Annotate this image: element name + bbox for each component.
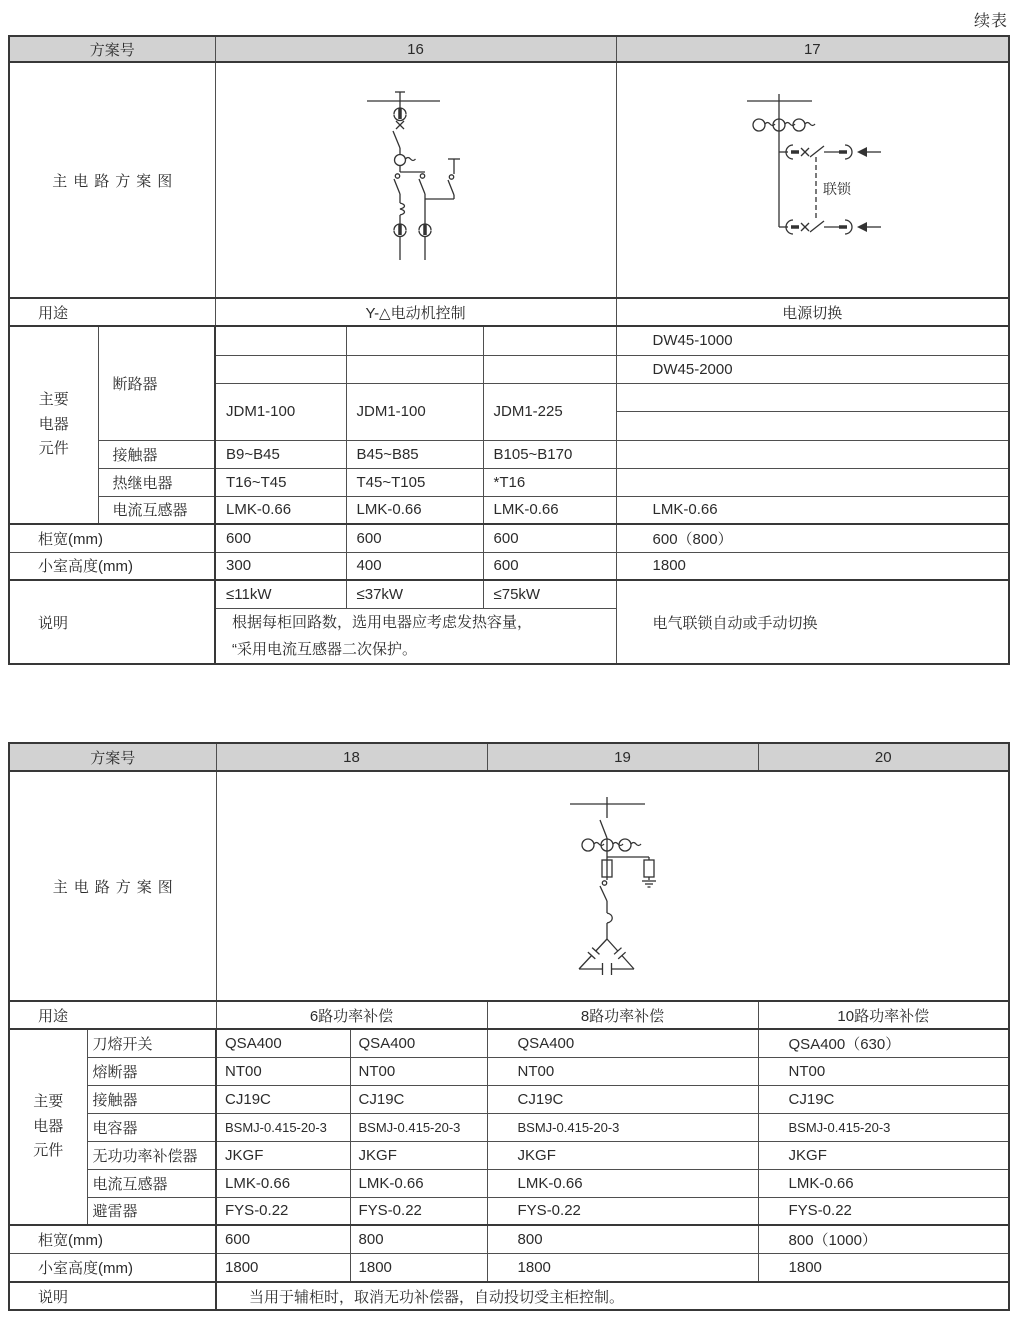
- t1-kw-16b: ≤37kW: [346, 580, 483, 608]
- component-value-cell: QSA400（630）: [758, 1029, 1009, 1057]
- t2-usage-row: [9, 1001, 1009, 1029]
- t1-ct-16b: LMK-0.66: [346, 496, 483, 524]
- t2-height-label: 小室高度(mm): [9, 1253, 216, 1282]
- t1-width-16b: 600: [346, 524, 483, 552]
- t1-width-16a: 600: [215, 524, 346, 552]
- t1-usage-row: [9, 298, 1009, 326]
- group-line: 元件: [33, 1142, 64, 1160]
- t2-note-label: 说明: [9, 1282, 216, 1310]
- t1-scheme-17: 17: [616, 36, 1009, 62]
- component-value-cell: CJ19C: [758, 1085, 1009, 1113]
- component-value-cell: NT00: [487, 1057, 758, 1085]
- component-value-cell: FYS-0.22: [487, 1197, 758, 1225]
- t1-thermal-label: 热继电器: [98, 468, 215, 496]
- t1-breaker-17-2: DW45-2000: [616, 355, 1009, 383]
- t1-header-row: [9, 36, 1009, 62]
- t1-breaker-16c: JDM1-225: [483, 383, 616, 440]
- t2-component-row-knife: [9, 1029, 1009, 1057]
- t2-component-row-fuse: [9, 1057, 1009, 1085]
- component-value-cell: QSA400: [350, 1029, 487, 1057]
- component-name-cell: 电容器: [87, 1113, 216, 1141]
- t1-height-16a: 300: [215, 552, 346, 580]
- component-value-cell: FYS-0.22: [216, 1197, 350, 1225]
- t1-height-row: [9, 552, 1009, 580]
- interlock-label: 联锁: [822, 181, 851, 197]
- component-name-cell: 避雷器: [87, 1197, 216, 1225]
- t1-thermal-16b: T45~T105: [346, 468, 483, 496]
- cell-empty: [616, 411, 1009, 440]
- t1-kw-row: [9, 580, 1009, 608]
- t2-height-19: 1800: [487, 1253, 758, 1282]
- component-value-cell: JKGF: [216, 1141, 350, 1169]
- t1-diagram-row: [9, 62, 1009, 298]
- t1-contactor-16a: B9~B45: [215, 440, 346, 468]
- component-value-cell: LMK-0.66: [216, 1169, 350, 1197]
- component-name-cell: 熔断器: [87, 1057, 216, 1085]
- component-value-cell: QSA400: [216, 1029, 350, 1057]
- diagram-scheme-18-20-cell: [216, 771, 1009, 1001]
- scheme-table-18-20: [8, 742, 1010, 1311]
- t1-thermal-16a: T16~T45: [215, 468, 346, 496]
- t2-component-row-ct: [9, 1169, 1009, 1197]
- component-value-cell: CJ19C: [487, 1085, 758, 1113]
- t1-height-16b: 400: [346, 552, 483, 580]
- t1-scheme-16: 16: [215, 36, 616, 62]
- t2-scheme-19: 19: [487, 743, 758, 771]
- t2-width-row: [9, 1225, 1009, 1253]
- component-value-cell: NT00: [350, 1057, 487, 1085]
- diagram-scheme-17-cell: [616, 62, 1009, 298]
- t1-breaker-row-1: [9, 326, 1009, 355]
- t2-width-18b: 800: [350, 1225, 487, 1253]
- t1-breaker-label: 断路器: [98, 326, 215, 440]
- t1-kw-16a: ≤11kW: [215, 580, 346, 608]
- component-value-cell: LMK-0.66: [350, 1169, 487, 1197]
- t1-ct-label: 电流互感器: [98, 496, 215, 524]
- t2-component-row-contactor: [9, 1085, 1009, 1113]
- component-value-cell: JKGF: [350, 1141, 487, 1169]
- component-value-cell: NT00: [758, 1057, 1009, 1085]
- component-value-cell: NT00: [216, 1057, 350, 1085]
- t1-contactor-row: [9, 440, 1009, 468]
- t1-contactor-16b: B45~B85: [346, 440, 483, 468]
- t2-usage-20: 10路功率补偿: [758, 1001, 1009, 1029]
- t1-kw-16c: ≤75kW: [483, 580, 616, 608]
- t2-note-text: 当用于辅柜时，取消无功补偿器，自动投切受主柜控制。: [216, 1282, 1009, 1310]
- t1-width-label: 柜宽(mm): [9, 524, 215, 552]
- t1-thermal-16c: *T16: [483, 468, 616, 496]
- t1-ct-16c: LMK-0.66: [483, 496, 616, 524]
- cell-empty: [616, 468, 1009, 496]
- cell-empty: [483, 326, 616, 355]
- t1-contactor-label: 接触器: [98, 440, 215, 468]
- t1-breaker-16a: JDM1-100: [215, 383, 346, 440]
- group-line: 主要: [33, 1092, 64, 1110]
- component-name-cell: 接触器: [87, 1085, 216, 1113]
- t1-ct-17: LMK-0.66: [616, 496, 1009, 524]
- t2-diagram-label: 主电路方案图: [9, 771, 216, 1001]
- diagram-scheme-17: [617, 63, 1010, 297]
- group-line: 电器: [33, 1117, 64, 1135]
- diagram-scheme-16-cell: [215, 62, 616, 298]
- t2-scheme-18: 18: [216, 743, 487, 771]
- continued-table-label: 续表: [973, 13, 1008, 30]
- component-value-cell: QSA400: [487, 1029, 758, 1057]
- t1-notes-label: 说明: [9, 580, 215, 664]
- t1-ct-16a: LMK-0.66: [215, 496, 346, 524]
- t2-component-row-compensator: [9, 1141, 1009, 1169]
- component-name-cell: 电流互感器: [87, 1169, 216, 1197]
- t2-usage-18: 6路功率补偿: [216, 1001, 487, 1029]
- t1-width-16c: 600: [483, 524, 616, 552]
- t2-width-19: 800: [487, 1225, 758, 1253]
- note-line: 根据每柜回路数，选用电器应考虑发热容量，: [232, 613, 533, 631]
- t2-usage-19: 8路功率补偿: [487, 1001, 758, 1029]
- t1-height-label: 小室高度(mm): [9, 552, 215, 580]
- group-line: 元件: [38, 440, 69, 458]
- t1-breaker-16b: JDM1-100: [346, 383, 483, 440]
- cell-empty: [346, 355, 483, 383]
- t2-header-row: [9, 743, 1009, 771]
- t1-usage-16: Y-△电动机控制: [215, 298, 616, 326]
- component-value-cell: BSMJ-0.415-20-3: [758, 1113, 1009, 1141]
- t2-height-20: 1800: [758, 1253, 1009, 1282]
- t2-diagram-row: [9, 771, 1009, 1001]
- component-value-cell: BSMJ-0.415-20-3: [216, 1113, 350, 1141]
- t1-note-17: 电气联锁自动或手动切换: [616, 580, 1009, 664]
- component-value-cell: FYS-0.22: [350, 1197, 487, 1225]
- t2-component-row-arrester: [9, 1197, 1009, 1225]
- component-name-cell: 无功功率补偿器: [87, 1141, 216, 1169]
- component-value-cell: JKGF: [758, 1141, 1009, 1169]
- t1-width-17: 600（800）: [616, 524, 1009, 552]
- t2-components-group-label: [9, 1029, 87, 1225]
- t2-note-row: [9, 1282, 1009, 1310]
- component-value-cell: LMK-0.66: [758, 1169, 1009, 1197]
- t2-width-label: 柜宽(mm): [9, 1225, 216, 1253]
- t1-thermal-row: [9, 468, 1009, 496]
- diagram-scheme-18-20: [217, 772, 1010, 1000]
- t2-height-18a: 1800: [216, 1253, 350, 1282]
- cell-empty: [215, 355, 346, 383]
- cell-empty: [483, 355, 616, 383]
- t1-height-17: 1800: [616, 552, 1009, 580]
- component-value-cell: BSMJ-0.415-20-3: [350, 1113, 487, 1141]
- component-value-cell: JKGF: [487, 1141, 758, 1169]
- t2-height-row: [9, 1253, 1009, 1282]
- component-value-cell: LMK-0.66: [487, 1169, 758, 1197]
- cell-empty: [616, 383, 1009, 411]
- cell-empty: [215, 326, 346, 355]
- t2-scheme-label: 方案号: [9, 743, 216, 771]
- t2-height-18b: 1800: [350, 1253, 487, 1282]
- t2-width-18a: 600: [216, 1225, 350, 1253]
- note-line: “采用电流互感器二次保护。: [232, 640, 418, 658]
- t1-components-group-label: [9, 326, 98, 524]
- t1-note-16: [215, 608, 616, 664]
- t2-scheme-20: 20: [758, 743, 1009, 771]
- cell-empty: [346, 326, 483, 355]
- group-line: 电器: [38, 415, 69, 433]
- t1-width-row: [9, 524, 1009, 552]
- component-value-cell: FYS-0.22: [758, 1197, 1009, 1225]
- t1-usage-label: 用途: [9, 298, 215, 326]
- t1-contactor-16c: B105~B170: [483, 440, 616, 468]
- t1-usage-17: 电源切换: [616, 298, 1009, 326]
- t1-breaker-17-1: DW45-1000: [616, 326, 1009, 355]
- t1-scheme-label: 方案号: [9, 36, 215, 62]
- component-name-cell: 刀熔开关: [87, 1029, 216, 1057]
- t1-ct-row: [9, 496, 1009, 524]
- group-line: 主要: [38, 390, 69, 408]
- scheme-table-16-17: [8, 35, 1010, 665]
- t1-diagram-label: 主电路方案图: [9, 62, 215, 298]
- diagram-scheme-16: [216, 63, 617, 297]
- component-value-cell: CJ19C: [216, 1085, 350, 1113]
- t1-height-16c: 600: [483, 552, 616, 580]
- component-value-cell: CJ19C: [350, 1085, 487, 1113]
- t2-width-20: 800（1000）: [758, 1225, 1009, 1253]
- component-value-cell: BSMJ-0.415-20-3: [487, 1113, 758, 1141]
- t2-usage-label: 用途: [9, 1001, 216, 1029]
- t2-component-row-capacitor: [9, 1113, 1009, 1141]
- cell-empty: [616, 440, 1009, 468]
